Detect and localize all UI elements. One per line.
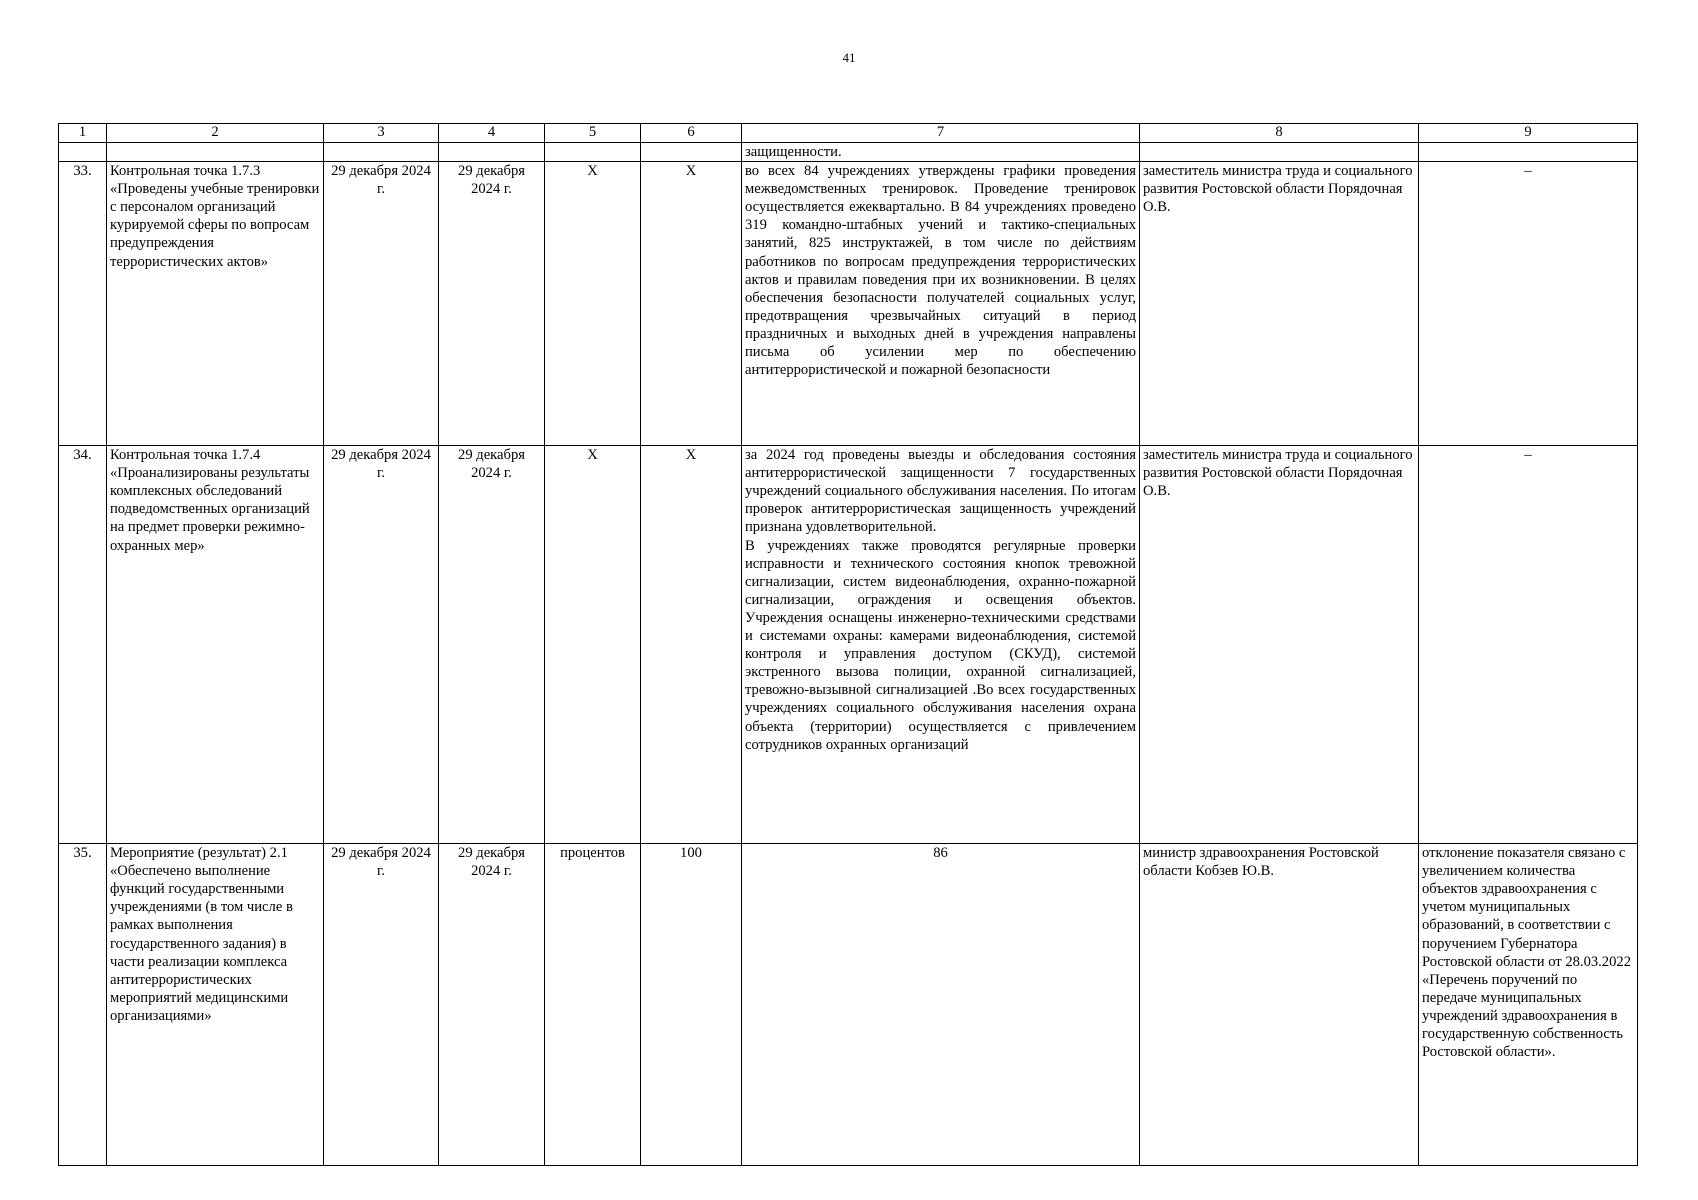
header-row [59,124,1638,143]
page-number: 41 [842,50,856,65]
col-header-5: 5 [545,124,641,143]
row-number: 35. [59,844,107,1166]
date-plan: 29 декабря 2024 г. [324,844,439,1166]
col-header-7: 7 [742,124,1140,143]
col-header-6: 6 [641,124,742,143]
note: – [1419,162,1638,446]
col-header-8: 8 [1140,124,1419,143]
note: – [1419,446,1638,844]
table-row [59,446,1638,844]
report-table [58,123,1638,1166]
result-paragraph-2: В учреждениях также проводятся регулярные проверки исправности и технического состояния кнопок тревожной сигнализации, систем видеонаблюдения, охранно-пожарной сигнализации, ограждения и освещения объектов. Учреждения оснащены инженерно-техническими средствами и системами охраны: камерами видеонаблюдения, системой контроля и управления доступом (СКУД), системой экстренного вызова полиции, охранной сигнализацией, тревожно-вызывной сигнализацией .Во всех государственных учреждениях социального обслуживания населения охрана объекта (территории) осуществляется с привлечением сотрудников охранных организаций [745,537,1136,753]
note: отклонение показателя связано с увеличением количества объектов здравоохранения с учетом муниципальных образований, в соответствии с поручением Губернатора Ростовской области от 28.03.2022 «Перечень поручений по передаче муниципальных учреждений здравоохранения в государственную собственность Ростовской области». [1419,844,1638,1166]
result-text [742,446,1140,844]
row-number: 34. [59,446,107,844]
table-row [59,162,1638,446]
row-name: Мероприятие (результат) 2.1 «Обеспечено выполнение функций государственными учреждениями (в том числе в рамках выполнения государственного задания) в части реализации комплекса антитеррористических мероприятий медицинскими организациями» [107,844,324,1166]
responsible: заместитель министра труда и социального развития Ростовской области Порядочная О.В. [1140,446,1419,844]
result-paragraph-1: за 2024 год проведены выезды и обследования состояния антитеррористической защищенности 7 государственных учреждений социального обслуживания населения. По итогам проверок антитеррористическая защищенность учреждений признана удовлетворительной. [745,447,1136,536]
date-plan: 29 декабря 2024 г. [324,446,439,844]
date-plan: 29 декабря 2024 г. [324,162,439,446]
col-header-2: 2 [107,124,324,143]
unit: X [545,446,641,844]
row-number: 33. [59,162,107,446]
col-header-9: 9 [1419,124,1638,143]
col-header-4: 4 [439,124,545,143]
date-fact: 29 декабря 2024 г. [439,446,545,844]
date-fact: 29 декабря 2024 г. [439,162,545,446]
plan-value: X [641,162,742,446]
unit: процентов [545,844,641,1166]
unit: X [545,162,641,446]
col-header-3: 3 [324,124,439,143]
plan-value: 100 [641,844,742,1166]
result-text: 86 [742,844,1140,1166]
plan-value: X [641,446,742,844]
result-text: во всех 84 учреждениях утверждены графики проведения межведомственных тренировок. Проведение тренировок осуществляется ежеквартально. В 84 учреждениях проведено 319 командно-штабных учений и тактико-специальных занятий, 825 инструктажей, в том числе по действиям работников по вопросам предупреждения террористических актов и правилам поведения при их возникновении. В целях обеспечения безопасности получателей социальных услуг, предотвращения чрезвычайных ситуаций в период праздничных и выходных дней в учреждения направлены письма об усилении мер по обеспечению антитеррористической и пожарной безопасности [742,162,1140,446]
date-fact: 29 декабря 2024 г. [439,844,545,1166]
row-name: Контрольная точка 1.7.4 «Проанализированы результаты комплексных обследований подведомственных организаций на предмет проверки режимно-охранных мер» [107,446,324,844]
responsible: министр здравоохранения Ростовской области Кобзев Ю.В. [1140,844,1419,1166]
responsible: заместитель министра труда и социального развития Ростовской области Порядочная О.В. [1140,162,1419,446]
continuation-text: защищенности. [742,143,1140,162]
row-name: Контрольная точка 1.7.3 «Проведены учебные тренировки с персоналом организаций курируемой сферы по вопросам предупреждения террористических актов» [107,162,324,446]
col-header-1: 1 [59,124,107,143]
continuation-row [59,143,1638,162]
table-row [59,844,1638,1166]
